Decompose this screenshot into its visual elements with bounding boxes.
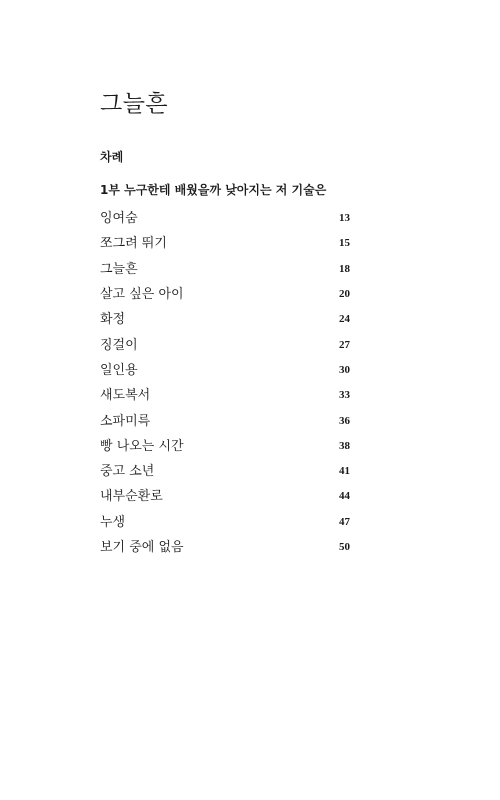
- toc-entry-title: 중고 소년: [100, 464, 155, 480]
- toc-entry-page: 44: [339, 490, 350, 503]
- toc-entry-page: 15: [339, 237, 350, 250]
- toc-entry[interactable]: [100, 408, 350, 433]
- toc-entry-title: 잉여숨: [100, 211, 138, 227]
- toc-entry-title: 살고 싶은 아이: [100, 287, 184, 303]
- toc-entry-title: 화정: [100, 312, 126, 328]
- toc-entry[interactable]: [100, 332, 350, 357]
- toc-entry[interactable]: [100, 535, 350, 560]
- toc-entry[interactable]: [100, 459, 350, 484]
- toc-entry-page: 20: [339, 288, 350, 301]
- part-title: 1부 누구한테 배웠을까 낮아지는 저 기술은: [100, 183, 327, 197]
- toc-entry-page: 47: [339, 515, 350, 528]
- toc-entry[interactable]: [100, 206, 350, 231]
- toc-entry-page: 50: [339, 541, 350, 553]
- toc-entry-title: 누생: [100, 514, 126, 530]
- toc-entry[interactable]: [100, 434, 350, 459]
- toc-entry-page: 36: [339, 414, 350, 427]
- toc-entry-title: 일인용: [100, 362, 138, 378]
- toc-entry[interactable]: [100, 282, 350, 307]
- toc-entry[interactable]: [100, 358, 350, 383]
- toc-entry[interactable]: [100, 231, 350, 256]
- toc-list: [100, 206, 350, 560]
- toc-entry-title: 징걸이: [100, 337, 138, 353]
- toc-entry[interactable]: [100, 257, 350, 282]
- toc-entry-page: 38: [339, 439, 350, 452]
- toc-entry-page: 18: [339, 262, 350, 275]
- toc-entry-page: 30: [339, 363, 350, 376]
- toc-entry[interactable]: [100, 383, 350, 408]
- toc-entry-title: 새도복서: [100, 388, 151, 404]
- book-title: 그늘흔: [100, 91, 169, 117]
- toc-entry[interactable]: [100, 484, 350, 509]
- toc-entry-page: 13: [339, 212, 350, 225]
- toc-entry-page: 24: [339, 313, 350, 326]
- toc-entry-title: 보기 중에 없음: [100, 540, 184, 555]
- toc-heading: 차례: [100, 150, 124, 164]
- toc-entry-page: 27: [339, 338, 350, 351]
- toc-entry-title: 쪼그려 뛰기: [100, 236, 167, 252]
- toc-entry-page: 33: [339, 389, 350, 402]
- toc-entry-title: 빵 나오는 시간: [100, 438, 184, 454]
- toc-entry-page: 41: [339, 465, 350, 478]
- toc-entry-title: 내부순환로: [100, 489, 163, 505]
- toc-entry-title: 소파미륵: [100, 413, 151, 429]
- toc-entry[interactable]: [100, 307, 350, 332]
- toc-entry-title: 그늘흔: [100, 261, 138, 277]
- toc-entry[interactable]: [100, 510, 350, 535]
